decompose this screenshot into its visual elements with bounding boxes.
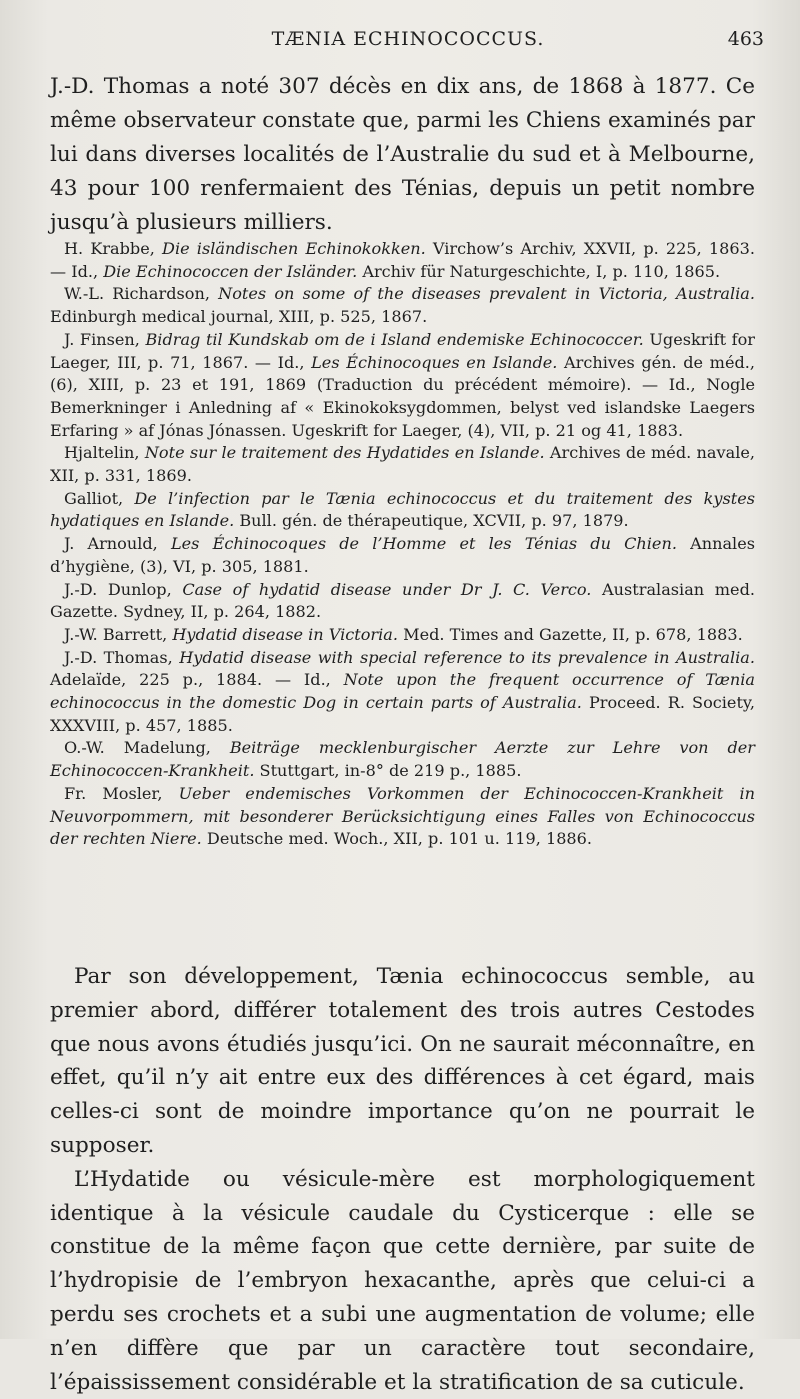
reference-entry: J. Finsen, Bidrag til Kundskab om de i Island endemiske Echinococcer. Ugeskrift for Laeger, III, p. 71, 1867. — Id., Les Échinocoques en Islande. Archives gén. de méd., (6), XIII, p. 23 et 191, 1869 (Traduction du précédent mémoire). — Id., Nogle Bemerkninger i Anledning af « Ekinokoksygdommen, belyst ved islandske Laegers Erfaring » af Jónas Jónassen. Ugeskrift for Laeger, (4), VII, p. 21 og 41, 1883. [50, 329, 755, 440]
intro-text: J.-D. Thomas a noté 307 décès en dix ans, de 1868 à 1877. Ce même observateur constate que, parmi les Chiens examinés par lui dans diverses localités de l’Australie du sud et à Melbourne, 43 pour 100 renfermaient des Ténias, depuis un petit nombre jusqu’à plusieurs milliers. [50, 74, 755, 235]
intro-paragraph [50, 70, 755, 240]
reference-entry: H. Krabbe, Die isländischen Echinokokken. Virchow’s Archiv, XXVII, p. 225, 1863. — Id., Die Echinococcen der Isländer. Archiv für Naturgeschichte, I, p. 110, 1865. [50, 239, 755, 281]
reference-entry: J.-D. Thomas, Hydatid disease with special reference to its prevalence in Australia. Adelaïde, 225 p., 1884. — Id., Note upon the frequent occurrence of Tænia echinococcus in the domestic Dog in certain parts of Australia. Proceed. R. Society, XXXVIII, p. 457, 1885. [50, 647, 755, 735]
reference-entry: Galliot, De l’infection par le Tænia echinococcus et du traitement des kystes hydatiques en Islande. Bull. gén. de thérapeutique, XCVII, p. 97, 1879. [50, 488, 755, 531]
body-paragraph: Par son développement, Tænia echinococcus semble, au premier abord, différer totalement des trois autres Cestodes que nous avons étudiés jusqu’ici. On ne saurait méconnaître, en effet, qu’il n’y ait entre eux des différences à cet égard, mais celles-ci sont de moindre importance qu’on ne pourrait le supposer. [50, 964, 755, 1158]
reference-entry: O.-W. Madelung, Beiträge mecklenburgischer Aerzte zur Lehre von der Echinococcen-Krankheit. Stuttgart, in-8° de 219 p., 1885. [50, 738, 755, 781]
reference-entry: J.-W. Barrett, Hydatid disease in Victoria. Med. Times and Gazette, II, p. 678, 1883. [64, 624, 743, 644]
bibliography [50, 238, 755, 851]
body-paragraph: L’Hydatide ou vésicule-mère est morphologiquement identique à la vésicule caudale du Cysticerque : elle se constitue de la même façon que cette dernière, par suite de l’hydropisie de l’embryon hexacanthe, après que celui-ci a perdu ses crochets et a subi une augmentation de volume; elle n’en diffère que par un caractère tout secondaire, l’épaississement considérable et la stratification de sa cuticule. [50, 1166, 755, 1395]
reference-entry: J.-D. Dunlop, Case of hydatid disease under Dr J. C. Verco. Australasian med. Gazette. Sydney, II, p. 264, 1882. [50, 579, 755, 622]
reference-entry: Hjaltelin, Note sur le traitement des Hydatides en Islande. Archives de méd. navale, XII, p. 331, 1869. [50, 443, 755, 486]
running-title: TÆNIA ECHINOCOCCUS. [271, 28, 545, 50]
page-header [52, 28, 764, 54]
reference-entry: Fr. Mosler, Ueber endemisches Vorkommen der Echinococcen-Krankheit in Neuvorpommern, mit besonderer Berücksichtigung eines Falles von Echinococcus der rechten Niere. Deutsche med. Woch., XII, p. 101 u. 119, 1886. [50, 783, 756, 849]
page-number: 463 [727, 28, 764, 50]
reference-entry: W.-L. Richardson, Notes on some of the diseases prevalent in Victoria, Australia. Edinburgh medical journal, XIII, p. 525, 1867. [50, 284, 755, 327]
reference-entry: J. Arnould, Les Échinocoques de l’Homme et les Ténias du Chien. Annales d’hygiène, (3), VI, p. 305, 1881. [50, 534, 755, 576]
main-text [50, 960, 755, 1399]
